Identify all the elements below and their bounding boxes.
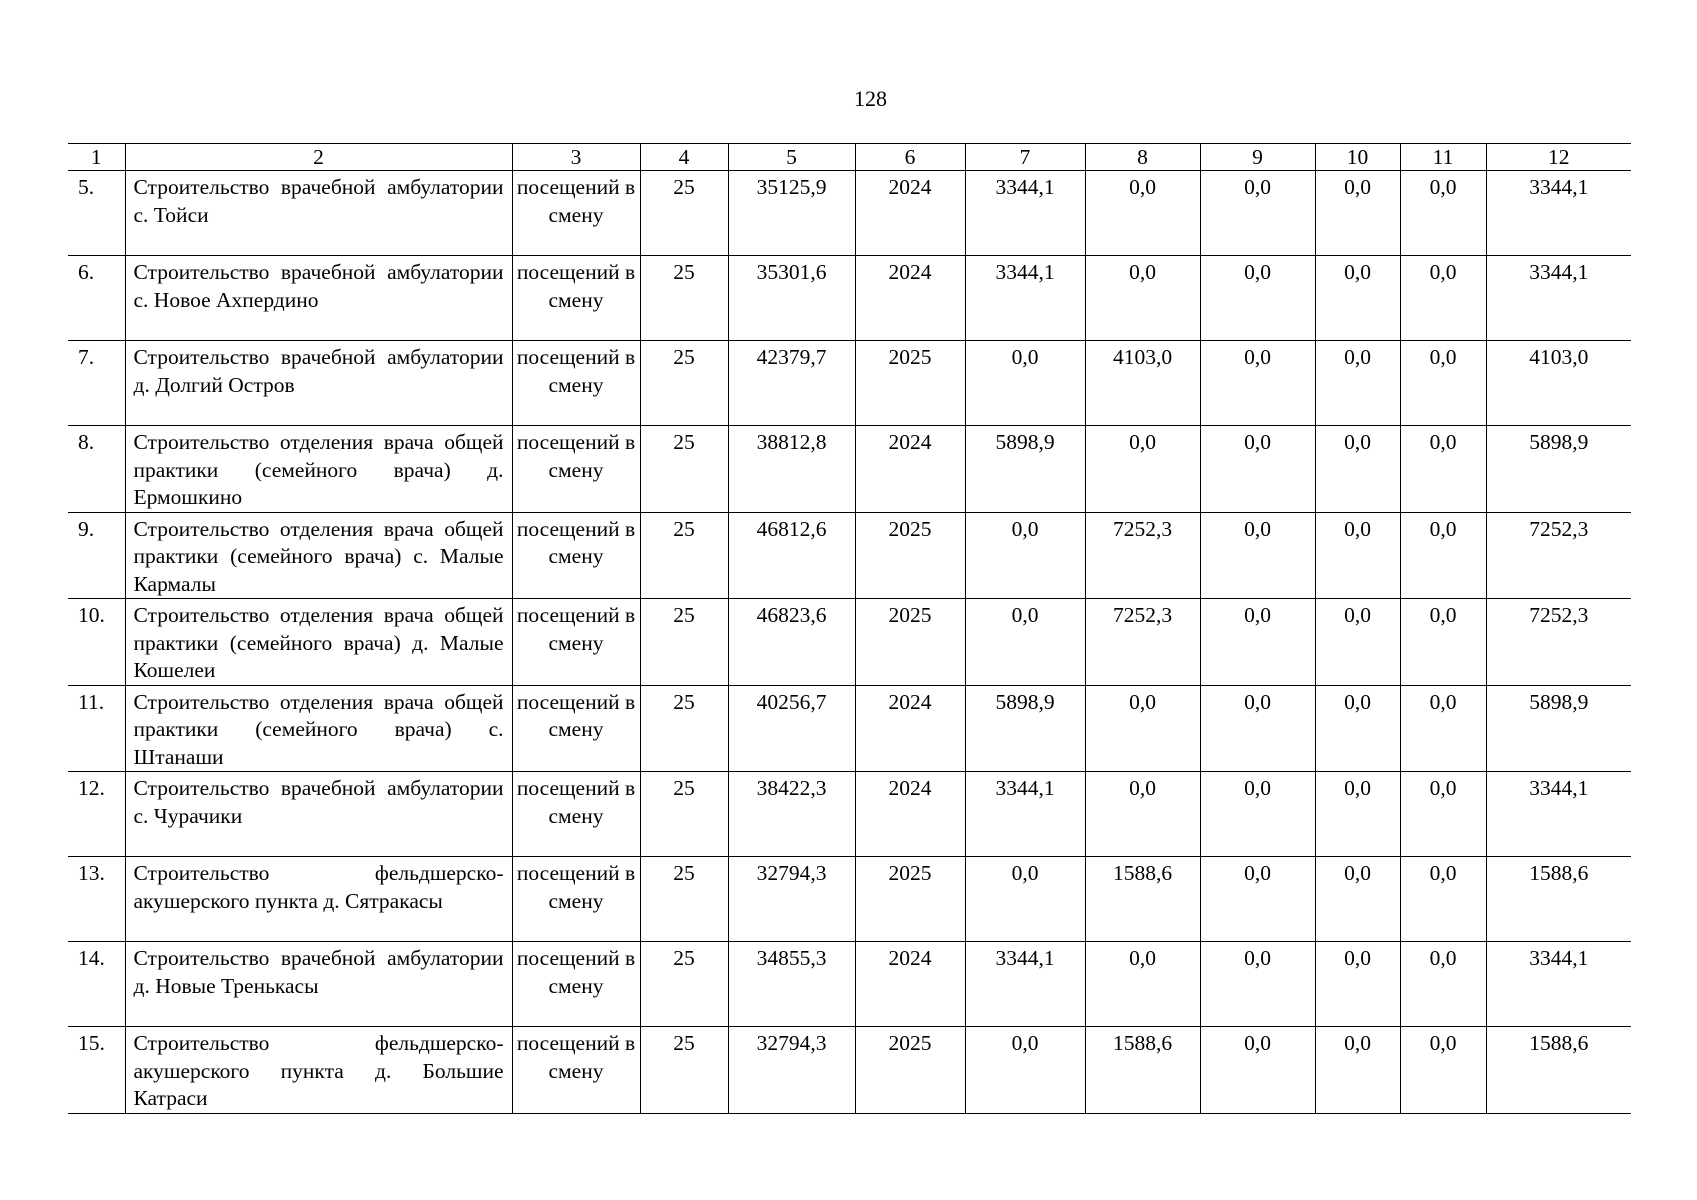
cell-col-8: 0,0 (1085, 942, 1200, 1027)
unit-cell: посещений в смену (512, 599, 640, 686)
cell-col-4: 25 (640, 426, 728, 513)
cell-col-6: 2025 (855, 857, 965, 942)
column-header: 11 (1400, 144, 1486, 171)
cell-col-4: 25 (640, 512, 728, 599)
cell-col-5: 34855,3 (728, 942, 855, 1027)
table-row (68, 512, 1631, 599)
row-number: 15. (68, 1027, 125, 1114)
unit-cell: посещений в смену (512, 426, 640, 513)
cell-col-10: 0,0 (1315, 599, 1400, 686)
cell-col-7: 0,0 (965, 599, 1085, 686)
cell-col-5: 38812,8 (728, 426, 855, 513)
column-header: 5 (728, 144, 855, 171)
object-name: Строительство фельдшерско-акушерского пункта д. Сятракасы (125, 857, 512, 942)
cell-col-4: 25 (640, 685, 728, 772)
cell-col-9: 0,0 (1200, 426, 1315, 513)
cell-col-4: 25 (640, 599, 728, 686)
column-header: 6 (855, 144, 965, 171)
cell-col-6: 2024 (855, 772, 965, 857)
cell-col-6: 2024 (855, 426, 965, 513)
column-header: 8 (1085, 144, 1200, 171)
table-row (68, 857, 1631, 942)
cell-col-4: 25 (640, 942, 728, 1027)
cell-col-6: 2024 (855, 171, 965, 256)
cell-col-6: 2025 (855, 1027, 965, 1114)
cell-col-12: 4103,0 (1486, 341, 1631, 426)
cell-col-8: 7252,3 (1085, 599, 1200, 686)
cell-col-11: 0,0 (1400, 599, 1486, 686)
cell-col-5: 46812,6 (728, 512, 855, 599)
table-row (68, 772, 1631, 857)
table-row (68, 685, 1631, 772)
cell-col-12: 3344,1 (1486, 942, 1631, 1027)
cell-col-11: 0,0 (1400, 512, 1486, 599)
cell-col-10: 0,0 (1315, 341, 1400, 426)
unit-cell: посещений в смену (512, 341, 640, 426)
table-row (68, 599, 1631, 686)
cell-col-6: 2025 (855, 512, 965, 599)
cell-col-9: 0,0 (1200, 942, 1315, 1027)
unit-cell: посещений в смену (512, 772, 640, 857)
cell-col-8: 0,0 (1085, 256, 1200, 341)
row-number: 8. (68, 426, 125, 513)
cell-col-8: 7252,3 (1085, 512, 1200, 599)
table-row (68, 171, 1631, 256)
unit-cell: посещений в смену (512, 171, 640, 256)
cell-col-9: 0,0 (1200, 772, 1315, 857)
unit-cell: посещений в смену (512, 512, 640, 599)
row-number: 14. (68, 942, 125, 1027)
cell-col-12: 3344,1 (1486, 171, 1631, 256)
cell-col-7: 3344,1 (965, 256, 1085, 341)
column-header: 4 (640, 144, 728, 171)
cell-col-5: 46823,6 (728, 599, 855, 686)
cell-col-8: 0,0 (1085, 772, 1200, 857)
cell-col-4: 25 (640, 171, 728, 256)
cell-col-10: 0,0 (1315, 942, 1400, 1027)
cell-col-4: 25 (640, 341, 728, 426)
row-number: 7. (68, 341, 125, 426)
cell-col-9: 0,0 (1200, 857, 1315, 942)
page-number: 128 (854, 86, 887, 111)
table-row (68, 426, 1631, 513)
cell-col-11: 0,0 (1400, 426, 1486, 513)
cell-col-6: 2025 (855, 599, 965, 686)
cell-col-4: 25 (640, 857, 728, 942)
object-name: Строительство отделения врача общей практики (семейного врача) с. Малые Кармалы (125, 512, 512, 599)
cell-col-9: 0,0 (1200, 171, 1315, 256)
object-name: Строительство отделения врача общей практики (семейного врача) с. Штанаши (125, 685, 512, 772)
cell-col-7: 0,0 (965, 857, 1085, 942)
column-header: 2 (125, 144, 512, 171)
cell-col-12: 7252,3 (1486, 599, 1631, 686)
unit-cell: посещений в смену (512, 942, 640, 1027)
cell-col-5: 35301,6 (728, 256, 855, 341)
cell-col-6: 2024 (855, 685, 965, 772)
cell-col-8: 0,0 (1085, 171, 1200, 256)
cell-col-10: 0,0 (1315, 772, 1400, 857)
cell-col-6: 2024 (855, 942, 965, 1027)
cell-col-7: 3344,1 (965, 942, 1085, 1027)
column-header: 1 (68, 144, 125, 171)
cell-col-5: 42379,7 (728, 341, 855, 426)
cell-col-5: 38422,3 (728, 772, 855, 857)
column-header: 9 (1200, 144, 1315, 171)
cell-col-8: 4103,0 (1085, 341, 1200, 426)
unit-cell: посещений в смену (512, 1027, 640, 1114)
cell-col-9: 0,0 (1200, 512, 1315, 599)
unit-cell: посещений в смену (512, 857, 640, 942)
cell-col-9: 0,0 (1200, 341, 1315, 426)
cell-col-8: 1588,6 (1085, 1027, 1200, 1114)
unit-cell: посещений в смену (512, 256, 640, 341)
cell-col-9: 0,0 (1200, 256, 1315, 341)
cell-col-4: 25 (640, 256, 728, 341)
column-header: 12 (1486, 144, 1631, 171)
object-name: Строительство врачебной амбулатории с. Чурачики (125, 772, 512, 857)
object-name: Строительство врачебной амбулатории д. Новые Тренькасы (125, 942, 512, 1027)
object-name: Строительство врачебной амбулатории с. Тойси (125, 171, 512, 256)
object-name: Строительство врачебной амбулатории д. Долгий Остров (125, 341, 512, 426)
cell-col-8: 1588,6 (1085, 857, 1200, 942)
cell-col-11: 0,0 (1400, 685, 1486, 772)
row-number: 10. (68, 599, 125, 686)
cell-col-7: 5898,9 (965, 685, 1085, 772)
column-header: 10 (1315, 144, 1400, 171)
object-name: Строительство отделения врача общей практики (семейного врача) д. Малые Кошелеи (125, 599, 512, 686)
cell-col-5: 35125,9 (728, 171, 855, 256)
cell-col-12: 1588,6 (1486, 1027, 1631, 1114)
cell-col-10: 0,0 (1315, 426, 1400, 513)
table-row (68, 341, 1631, 426)
cell-col-11: 0,0 (1400, 341, 1486, 426)
cell-col-7: 5898,9 (965, 426, 1085, 513)
unit-cell: посещений в смену (512, 685, 640, 772)
cell-col-8: 0,0 (1085, 426, 1200, 513)
table-body (68, 171, 1631, 1114)
row-number: 13. (68, 857, 125, 942)
cell-col-12: 5898,9 (1486, 426, 1631, 513)
cell-col-5: 40256,7 (728, 685, 855, 772)
data-table (68, 143, 1631, 1114)
cell-col-6: 2024 (855, 256, 965, 341)
cell-col-5: 32794,3 (728, 857, 855, 942)
object-name: Строительство фельдшерско-акушерского пункта д. Большие Катраси (125, 1027, 512, 1114)
cell-col-9: 0,0 (1200, 1027, 1315, 1114)
cell-col-4: 25 (640, 772, 728, 857)
cell-col-5: 32794,3 (728, 1027, 855, 1114)
column-header: 7 (965, 144, 1085, 171)
cell-col-7: 0,0 (965, 512, 1085, 599)
cell-col-10: 0,0 (1315, 857, 1400, 942)
cell-col-7: 0,0 (965, 341, 1085, 426)
cell-col-12: 1588,6 (1486, 857, 1631, 942)
cell-col-6: 2025 (855, 341, 965, 426)
cell-col-12: 3344,1 (1486, 772, 1631, 857)
cell-col-10: 0,0 (1315, 256, 1400, 341)
table-row (68, 942, 1631, 1027)
cell-col-7: 3344,1 (965, 171, 1085, 256)
table-row (68, 1027, 1631, 1114)
cell-col-9: 0,0 (1200, 685, 1315, 772)
cell-col-12: 3344,1 (1486, 256, 1631, 341)
cell-col-10: 0,0 (1315, 171, 1400, 256)
table-row (68, 256, 1631, 341)
row-number: 5. (68, 171, 125, 256)
cell-col-11: 0,0 (1400, 1027, 1486, 1114)
cell-col-9: 0,0 (1200, 599, 1315, 686)
row-number: 11. (68, 685, 125, 772)
cell-col-12: 7252,3 (1486, 512, 1631, 599)
column-header: 3 (512, 144, 640, 171)
cell-col-12: 5898,9 (1486, 685, 1631, 772)
cell-col-11: 0,0 (1400, 772, 1486, 857)
cell-col-11: 0,0 (1400, 857, 1486, 942)
cell-col-7: 0,0 (965, 1027, 1085, 1114)
cell-col-8: 0,0 (1085, 685, 1200, 772)
object-name: Строительство врачебной амбулатории с. Новое Ахпердино (125, 256, 512, 341)
cell-col-11: 0,0 (1400, 171, 1486, 256)
row-number: 12. (68, 772, 125, 857)
cell-col-10: 0,0 (1315, 685, 1400, 772)
cell-col-4: 25 (640, 1027, 728, 1114)
object-name: Строительство отделения врача общей практики (семейного врача) д. Ермошкино (125, 426, 512, 513)
row-number: 6. (68, 256, 125, 341)
cell-col-11: 0,0 (1400, 256, 1486, 341)
cell-col-11: 0,0 (1400, 942, 1486, 1027)
cell-col-7: 3344,1 (965, 772, 1085, 857)
header-row (68, 144, 1631, 171)
row-number: 9. (68, 512, 125, 599)
cell-col-10: 0,0 (1315, 1027, 1400, 1114)
cell-col-10: 0,0 (1315, 512, 1400, 599)
